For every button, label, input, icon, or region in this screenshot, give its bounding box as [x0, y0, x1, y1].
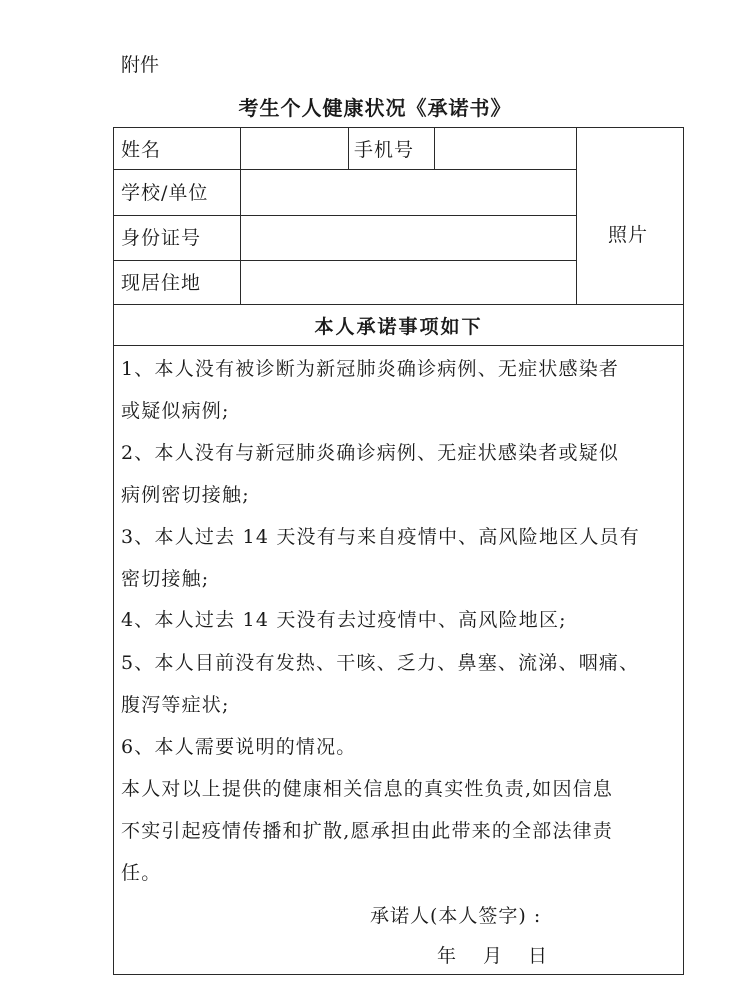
commitment-heading: 本人承诺事项如下: [314, 316, 483, 338]
commitment-line: 2、本人没有与新冠肺炎确诊病例、无症状感染者或疑似: [121, 442, 620, 464]
commitment-line: 5、本人目前没有发热、干咳、乏力、鼻塞、流涕、咽痛、: [121, 652, 640, 674]
phone-label-left-divider: [348, 127, 349, 169]
signer-label: 承诺人(本人签字) :: [370, 905, 542, 927]
commitment-line: 3、本人过去 14 天没有与来自疫情中、高风险地区人员有: [121, 526, 640, 548]
address-field[interactable]: [242, 262, 574, 302]
photo-area[interactable]: [578, 129, 682, 302]
name-field[interactable]: [242, 129, 346, 167]
phone-label: 手机号: [354, 139, 415, 161]
school-label: 学校/单位: [121, 182, 209, 204]
address-label: 现居住地: [121, 272, 202, 294]
name-label: 姓名: [121, 139, 162, 161]
commitment-line: 密切接触;: [121, 568, 210, 590]
commitment-line: 或疑似病例;: [121, 400, 230, 422]
phone-field[interactable]: [436, 129, 574, 167]
commitment-line: 4、本人过去 14 天没有去过疫情中、高风险地区;: [121, 609, 567, 631]
commitment-line: 本人对以上提供的健康相关信息的真实性负责,如因信息: [121, 778, 614, 800]
commitment-line: 腹泻等症状;: [121, 694, 230, 716]
id-number-label: 身份证号: [121, 227, 202, 249]
commitment-line: 1、本人没有被诊断为新冠肺炎确诊病例、无症状感染者: [121, 358, 620, 380]
info-block-bottom: [113, 304, 684, 305]
commitment-line: 任。: [121, 862, 162, 884]
id-number-field[interactable]: [242, 217, 574, 258]
date-year-label: 年: [437, 945, 458, 967]
date-day-label: 日: [528, 945, 549, 967]
form-title: 考生个人健康状况《承诺书》: [238, 96, 512, 120]
attachment-label: 附件: [121, 54, 160, 76]
heading-row-bottom: [113, 345, 684, 346]
school-field[interactable]: [242, 171, 574, 213]
photo-label: 照片: [608, 224, 649, 246]
commitment-line: 6、本人需要说明的情况。: [121, 736, 357, 758]
date-month-label: 月: [483, 945, 504, 967]
commitment-line: 不实引起疫情传播和扩散,愿承担由此带来的全部法律责: [121, 820, 614, 842]
commitment-line: 病例密切接触;: [121, 484, 250, 506]
